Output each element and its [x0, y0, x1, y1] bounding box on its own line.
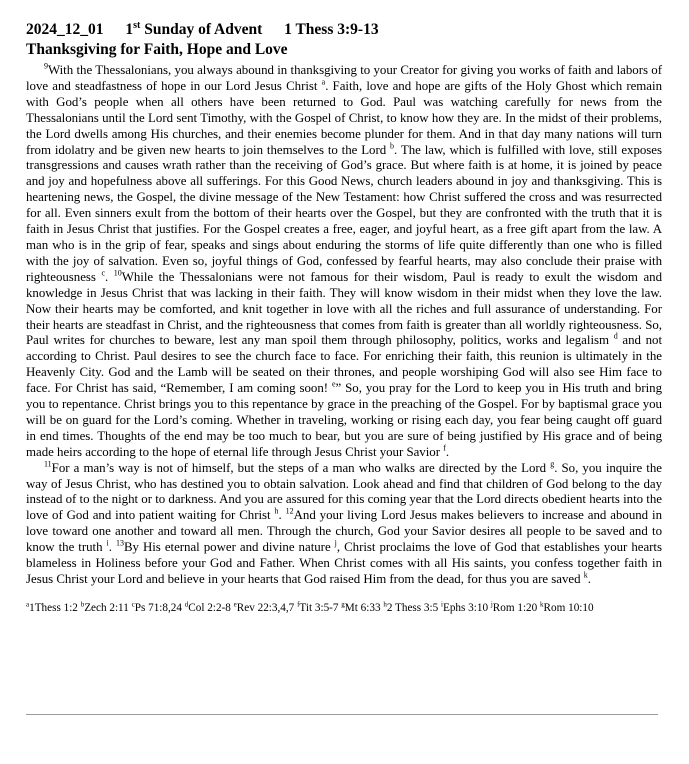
- verse-number: 13: [115, 538, 124, 548]
- paragraph-text: .: [104, 269, 114, 284]
- footnote-marker: i: [106, 538, 109, 548]
- footnote-label: a: [26, 600, 30, 609]
- scripture-reference: 1 Thess 3:9-13: [284, 21, 379, 38]
- footnote-label: d: [184, 600, 189, 609]
- footnote-entry: [491, 602, 537, 614]
- footnote-label: b: [80, 600, 85, 609]
- body-paragraph: [26, 461, 662, 588]
- paragraph-text: ” So, you pray for the Lord to keep you in His truth and bring you to repentance. Christ brings you to this repentance by grace in the preaching of the Gospel. For by baptismal grace you will be on guard for the Lord’s coming. Whether in traveling, working or rising each day, you fear being caught off guard in end times. Thoughts of the end may be too much to bear, but you are sure of being justified by His grace and of being made heirs according to the hope of eternal life through Jesus Christ your Savior: [26, 381, 662, 459]
- footnote-entry: [26, 602, 78, 614]
- footnote-entry: [383, 602, 438, 614]
- paragraph-text: For a man’s way is not of himself, but the steps of a man who walks are directed by the Lord: [51, 460, 551, 475]
- footnote-label: c: [131, 600, 135, 609]
- paragraph-text: . Faith, love and hope are gifts of the Holy Ghost which remain with God’s people when all others have been returned to God. Paul was watching carefully for news from the Thessalonians until the Lord sent Timothy, with the Gospel of Christ, to know how they are. In the midst of their problems, the Lord dwells among His churches, and their enemies become plunder for them. And in that day many nations will turn from idolatry and be given new hearts to join themselves to the Lord: [26, 78, 662, 157]
- date-label: 2024_12_01: [26, 21, 104, 38]
- footnote-entry: [185, 602, 231, 614]
- sunday-ordinal-suffix: st: [133, 19, 141, 31]
- paragraph-text: .: [587, 572, 591, 586]
- footnote-reference: Ephs 3:10: [442, 601, 489, 614]
- paragraph-text: and not according to Christ. Paul desires to see the church face to face. For enriching their faith, this reunion is ultimately in the Heavenly City. God and the Lamb will be seated on their thrones, and people worshiping God will also see Him face to face. For Christ has said, “Remember, I am coming soon!: [26, 333, 663, 396]
- paragraph-text: With the Thessalonians, you always abound in thanksgiving to your Creator for giving you works of faith and labors of love and steadfastness of hope in our Lord Jesus Christ: [26, 63, 662, 93]
- paragraph-text: . The law, which is fulfilled with love, still exposes transgressions and causes wrath rather than the receiving of God’s grace. But where faith is at home, it is joined by peace and joy and hopefulness above all sufferings. For this Good News, church leaders abound in joy and thanksgiving. This is heartening news, the Gospel, the divine message of the New Testament: how Christ suffered the cross and was resurrected for all. Even sinners exult from the bottom of their hearts over the Gospel, but they are confronted with the truth that it is faith in Jesus Christ that justifies. For the Gospel creates a free, eager, and joyful heart, as a free gift apart from the law. A man who is in the grip of fear, speaks and sings about enduring the storms of life quite differently than one who is filled with the joy of salvation. Even so, joyful things of God, confessed by fearful hearts, may also conclude their praise with righteousness: [26, 142, 662, 284]
- paragraph-text: . So, you inquire the way of Jesus Christ, who has destined you to obtain salvation. Look ahead and find that children of God belong to the day instead of to the night or to darkness. And you are assured for this coming year that the Lord directs obedient hearts into the love of God and into patient waiting for Christ: [26, 460, 662, 523]
- paragraph-text: .: [278, 508, 286, 523]
- paragraph-text: By His eternal power and divine nature: [123, 540, 335, 555]
- paragraph-text: .: [445, 444, 450, 459]
- footnote-label: j: [490, 600, 493, 609]
- footnotes: [26, 601, 662, 615]
- footnote-reference: Zech 2:11: [84, 601, 129, 614]
- footnote-marker: d: [613, 332, 618, 342]
- footnote-reference: 1Thess 1:2: [29, 601, 78, 614]
- document-page: [26, 20, 662, 615]
- footnote-label: e: [233, 600, 237, 609]
- footnote-entry: [441, 602, 488, 614]
- footnote-label: h: [383, 600, 387, 609]
- footnote-reference: Col 2:2-8: [188, 601, 231, 614]
- footnote-marker: a: [321, 77, 326, 87]
- footnote-entry: [234, 602, 295, 614]
- footnote-label: k: [540, 600, 544, 609]
- footnote-reference: Rom 1:20: [492, 601, 538, 614]
- footnote-reference: Rom 10:10: [543, 601, 594, 614]
- footnote-entry: [341, 602, 380, 614]
- footnote-entry: [81, 602, 129, 614]
- footnote-marker: k: [583, 570, 588, 580]
- footnote-reference: Rev 22:3,4,7: [236, 601, 295, 614]
- verse-number: 12: [285, 507, 294, 517]
- footnote-reference: 2 Thess 3:5: [386, 601, 439, 614]
- footnote-marker: h: [274, 507, 279, 517]
- footnote-reference: Tit 3:5-7: [299, 601, 339, 614]
- verse-number: 11: [44, 459, 52, 469]
- document-body: [26, 63, 662, 588]
- document-header: [26, 20, 662, 39]
- footnote-marker: f: [443, 443, 446, 453]
- footnote-marker: j: [334, 538, 337, 548]
- footnote-marker: e: [331, 379, 336, 389]
- paragraph-text: .: [108, 540, 116, 555]
- verse-number: 10: [113, 268, 122, 278]
- footnote-reference: Mt 6:33: [344, 601, 381, 614]
- footnote-marker: b: [390, 141, 395, 151]
- footer-divider: [26, 714, 658, 715]
- footnote-entry: [132, 602, 182, 614]
- sunday-text: Sunday of Advent: [140, 21, 263, 38]
- footnote-reference: Ps 71:8,24: [134, 601, 182, 614]
- body-paragraph: [26, 63, 662, 461]
- footnote-entry: [540, 602, 594, 614]
- sunday-number: 1: [125, 21, 134, 38]
- footnote-label: i: [441, 600, 443, 609]
- footnote-label: f: [297, 600, 300, 609]
- verse-number: 9: [44, 61, 48, 71]
- footnote-label: g: [341, 600, 345, 609]
- footnote-marker: c: [101, 268, 105, 278]
- footnote-entry: [297, 602, 338, 614]
- paragraph-text: And your living Lord Jesus makes believers to increase and abound in love toward one another and toward all men. Through the church, God your Savior desires all people to be saved and to know the truth: [26, 508, 662, 555]
- document-title: Thanksgiving for Faith, Hope and Love: [26, 41, 288, 58]
- paragraph-text: While the Thessalonians were not famous for their wisdom, Paul is ready to exult the wisdom and knowledge in Jesus Christ that was lacking in their faith. They will know wisdom in their midst when they love the law. Now their hearts may be comforted, and knit together in love with all the riches and full assurance of understanding. For their hearts are steadfast in Christ, and the righteousness that comes from faith is greater than all worldly righteousness. So, Paul writes for churches to beware, lest any man spoil them through philosophy, politics, works and legalism: [26, 269, 662, 348]
- sunday-label: [125, 21, 262, 38]
- footnote-marker: g: [550, 459, 555, 469]
- paragraph-text: , Christ proclaims the love of God that establishes your hearts blameless in Holiness before your God and Father. When Christ comes with all His saints, you confess together faith in Jesus Christ your Lord and believe in your hearts that God raised Him from the dead, for thus you are saved: [26, 540, 662, 586]
